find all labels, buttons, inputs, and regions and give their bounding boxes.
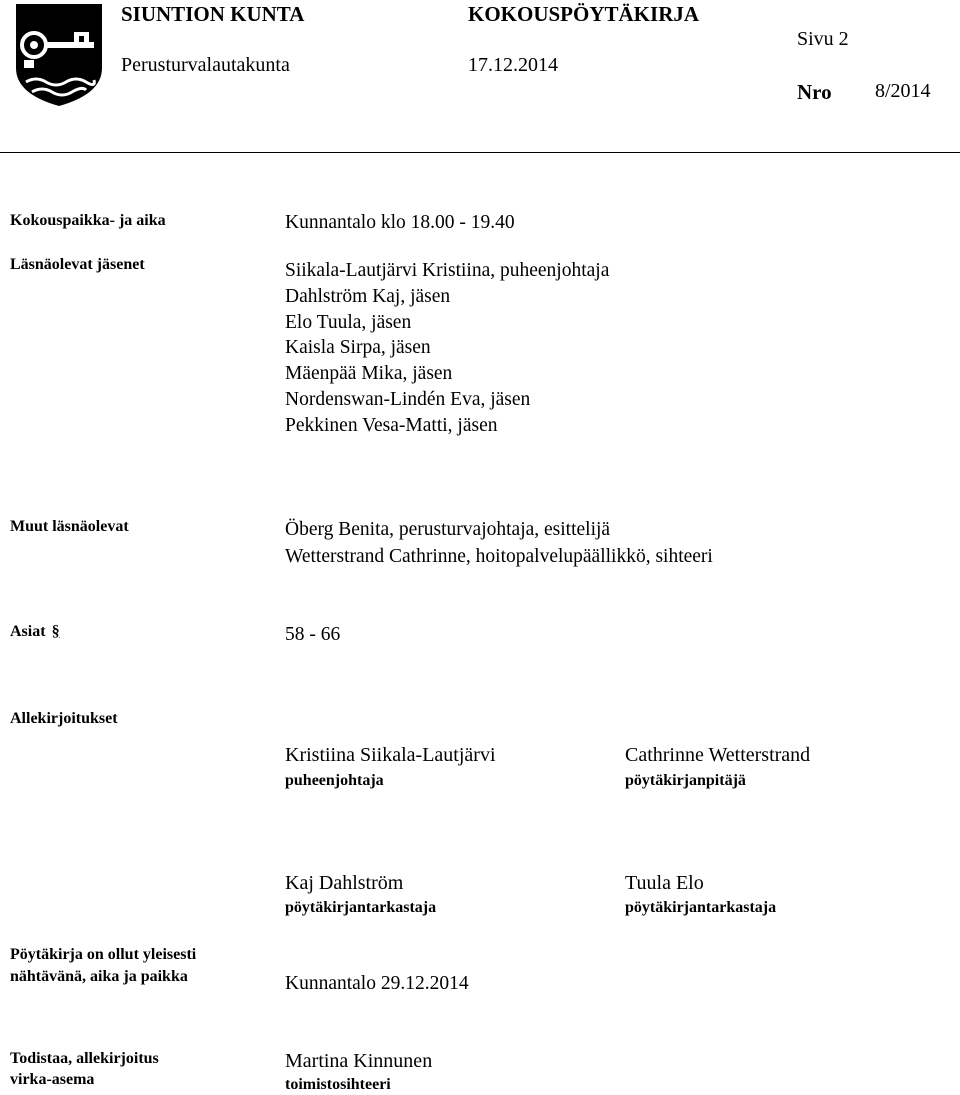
items-value: 58 - 66 [285,624,341,645]
publication-value: Kunnantalo 29.12.2014 [285,973,469,994]
members-list [285,258,609,439]
other-attendee: Wetterstrand Cathrinne, hoitopalvelupäällikkö, sihteeri [285,546,713,567]
certification-label-line1: Todistaa, allekirjoitus [10,1050,159,1067]
member-item: Elo Tuula, jäsen [285,311,412,333]
checker2-role: pöytäkirjantarkastaja [625,899,777,916]
checker2-name: Tuula Elo [625,872,704,894]
other-attendee: Öberg Benita, perusturvajohtaja, esittelijä [285,519,611,540]
others-label: Muut läsnäolevat [10,518,129,535]
items-label-row [10,623,60,641]
others-list [285,516,713,570]
section-symbol-icon: § [51,623,60,640]
member-item: Siikala-Lautjärvi Kristiina, puheenjohtaja [285,260,610,281]
chair-name: Kristiina Siikala-Lautjärvi [285,744,496,766]
certification-label-line2: virka-asema [10,1071,95,1088]
member-item: Kaisla Sirpa, jäsen [285,337,431,359]
municipality-name: SIUNTION KUNTA [121,2,305,26]
member-item: Pekkinen Vesa-Matti, jäsen [285,414,498,436]
secretary-role: pöytäkirjanpitäjä [625,772,746,789]
publication-label-line2: nähtävänä, aika ja paikka [10,968,188,985]
meeting-date: 17.12.2014 [468,54,558,76]
certifier-name: Martina Kinnunen [285,1050,433,1072]
board-name: Perusturvalautakunta [121,54,290,76]
member-item: Dahlström Kaj, jäsen [285,285,451,307]
items-label: Asiat [10,623,46,640]
members-label: Läsnäolevat jäsenet [10,256,145,273]
checker1-name: Kaj Dahlström [285,872,404,894]
header-divider [0,152,960,153]
publication-label-line1: Pöytäkirja on ollut yleisesti [10,946,197,963]
nro-value: 8/2014 [875,80,931,102]
signatures-label: Allekirjoitukset [10,710,118,727]
checker1-role: pöytäkirjantarkastaja [285,899,437,916]
member-item: Mäenpää Mika, jäsen [285,363,453,385]
secretary-name: Cathrinne Wetterstrand [625,744,811,766]
place-time-label: Kokouspaikka- ja aika [10,212,166,229]
document-type: KOKOUSPÖYTÄKIRJA [468,2,700,26]
page-number: Sivu 2 [797,28,849,50]
member-item: Nordenswan-Lindén Eva, jäsen [285,388,531,410]
certifier-role: toimistosihteeri [285,1076,391,1093]
chair-role: puheenjohtaja [285,772,384,789]
municipal-crest-key-icon [14,2,104,108]
place-time-value: Kunnantalo klo 18.00 - 19.40 [285,212,515,233]
nro-label: Nro [797,80,832,104]
